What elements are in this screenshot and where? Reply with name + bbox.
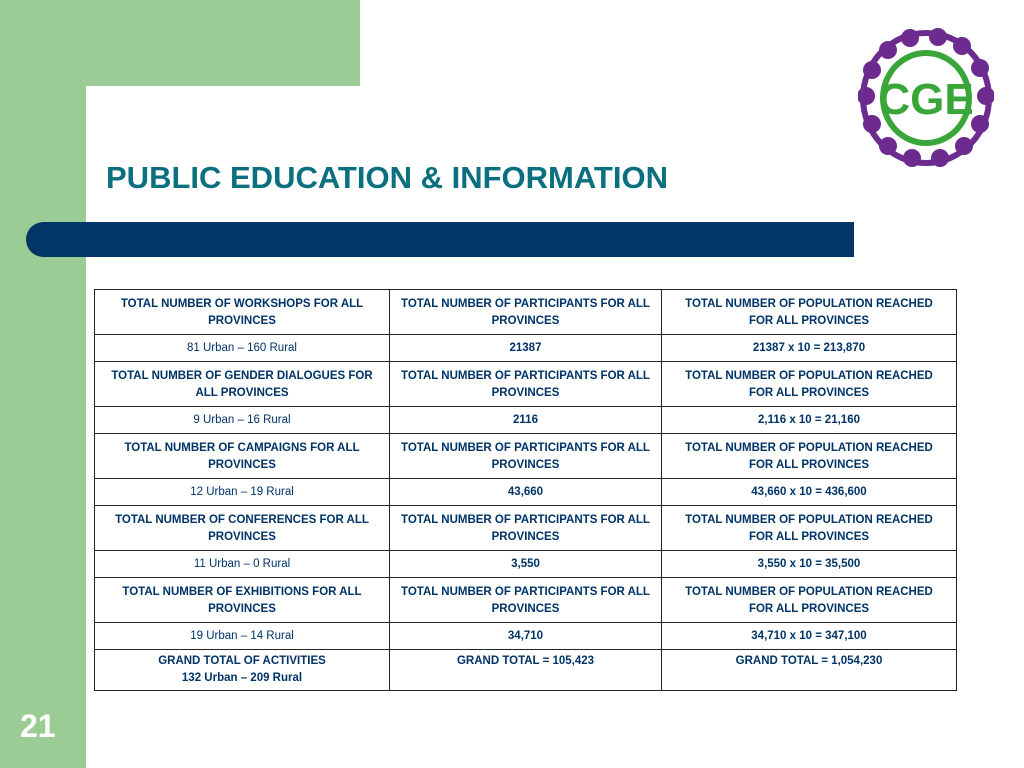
table-value-row <box>95 623 957 650</box>
value-cell-participants: 43,660 <box>390 479 662 506</box>
value-cell-population: 3,550 x 10 = 35,500 <box>662 551 957 578</box>
header-cell-activity: TOTAL NUMBER OF GENDER DIALOGUES FOR ALL PROVINCES <box>95 362 390 407</box>
slide-title: PUBLIC EDUCATION & INFORMATION <box>106 160 668 195</box>
value-cell-activity: 12 Urban – 19 Rural <box>95 479 390 506</box>
value-cell-population: 2,116 x 10 = 21,160 <box>662 407 957 434</box>
header-cell-activity: TOTAL NUMBER OF CAMPAIGNS FOR ALL PROVINCES <box>95 434 390 479</box>
table-value-row <box>95 551 957 578</box>
value-cell-participants: 3,550 <box>390 551 662 578</box>
value-cell-participants: 21387 <box>390 335 662 362</box>
header-cell-participants: TOTAL NUMBER OF PARTICIPANTS FOR ALL PROVINCES <box>390 362 662 407</box>
table-value-row <box>95 479 957 506</box>
header-cell-participants: TOTAL NUMBER OF PARTICIPANTS FOR ALL PROVINCES <box>390 434 662 479</box>
header-cell-population: TOTAL NUMBER OF POPULATION REACHED FOR ALL PROVINCES <box>662 434 957 479</box>
grand-total-activities-value: 132 Urban – 209 Rural <box>181 672 303 684</box>
value-cell-participants: 34,710 <box>390 623 662 650</box>
value-cell-participants: 2116 <box>390 407 662 434</box>
value-cell-activity: 9 Urban – 16 Rural <box>95 407 390 434</box>
statistics-table <box>94 289 957 691</box>
grand-total-activities-cell <box>95 650 390 691</box>
background-green-left <box>0 0 86 768</box>
table-value-row <box>95 407 957 434</box>
value-cell-activity: 81 Urban – 160 Rural <box>95 335 390 362</box>
table-header-row <box>95 290 957 335</box>
svg-text:CGE: CGE <box>878 75 974 124</box>
table-header-row <box>95 506 957 551</box>
header-cell-population: TOTAL NUMBER OF POPULATION REACHED FOR ALL PROVINCES <box>662 506 957 551</box>
value-cell-population: 34,710 x 10 = 347,100 <box>662 623 957 650</box>
header-cell-activity: TOTAL NUMBER OF CONFERENCES FOR ALL PROVINCES <box>95 506 390 551</box>
table-header-row <box>95 578 957 623</box>
value-cell-activity: 19 Urban – 14 Rural <box>95 623 390 650</box>
table-value-row <box>95 335 957 362</box>
title-underline-bar <box>26 222 854 257</box>
table-header-row <box>95 434 957 479</box>
grand-total-activities-label: GRAND TOTAL OF ACTIVITIES <box>158 655 326 667</box>
table-header-row <box>95 362 957 407</box>
slide-number: 21 <box>20 708 56 744</box>
value-cell-population: 21387 x 10 = 213,870 <box>662 335 957 362</box>
header-cell-participants: TOTAL NUMBER OF PARTICIPANTS FOR ALL PROVINCES <box>390 578 662 623</box>
header-cell-activity: TOTAL NUMBER OF WORKSHOPS FOR ALL PROVINCES <box>95 290 390 335</box>
header-cell-population: TOTAL NUMBER OF POPULATION REACHED FOR ALL PROVINCES <box>662 362 957 407</box>
header-cell-population: TOTAL NUMBER OF POPULATION REACHED FOR ALL PROVINCES <box>662 290 957 335</box>
grand-total-row <box>95 650 957 691</box>
header-cell-participants: TOTAL NUMBER OF PARTICIPANTS FOR ALL PROVINCES <box>390 290 662 335</box>
header-cell-participants: TOTAL NUMBER OF PARTICIPANTS FOR ALL PROVINCES <box>390 506 662 551</box>
header-cell-activity: TOTAL NUMBER OF EXHIBITIONS FOR ALL PROVINCES <box>95 578 390 623</box>
value-cell-activity: 11 Urban – 0 Rural <box>95 551 390 578</box>
header-cell-population: TOTAL NUMBER OF POPULATION REACHED FOR ALL PROVINCES <box>662 578 957 623</box>
grand-total-participants-cell: GRAND TOTAL = 105,423 <box>390 650 662 691</box>
grand-total-population-cell: GRAND TOTAL = 1,054,230 <box>662 650 957 691</box>
background-green-top <box>0 0 360 86</box>
value-cell-population: 43,660 x 10 = 436,600 <box>662 479 957 506</box>
cge-logo <box>858 28 994 168</box>
